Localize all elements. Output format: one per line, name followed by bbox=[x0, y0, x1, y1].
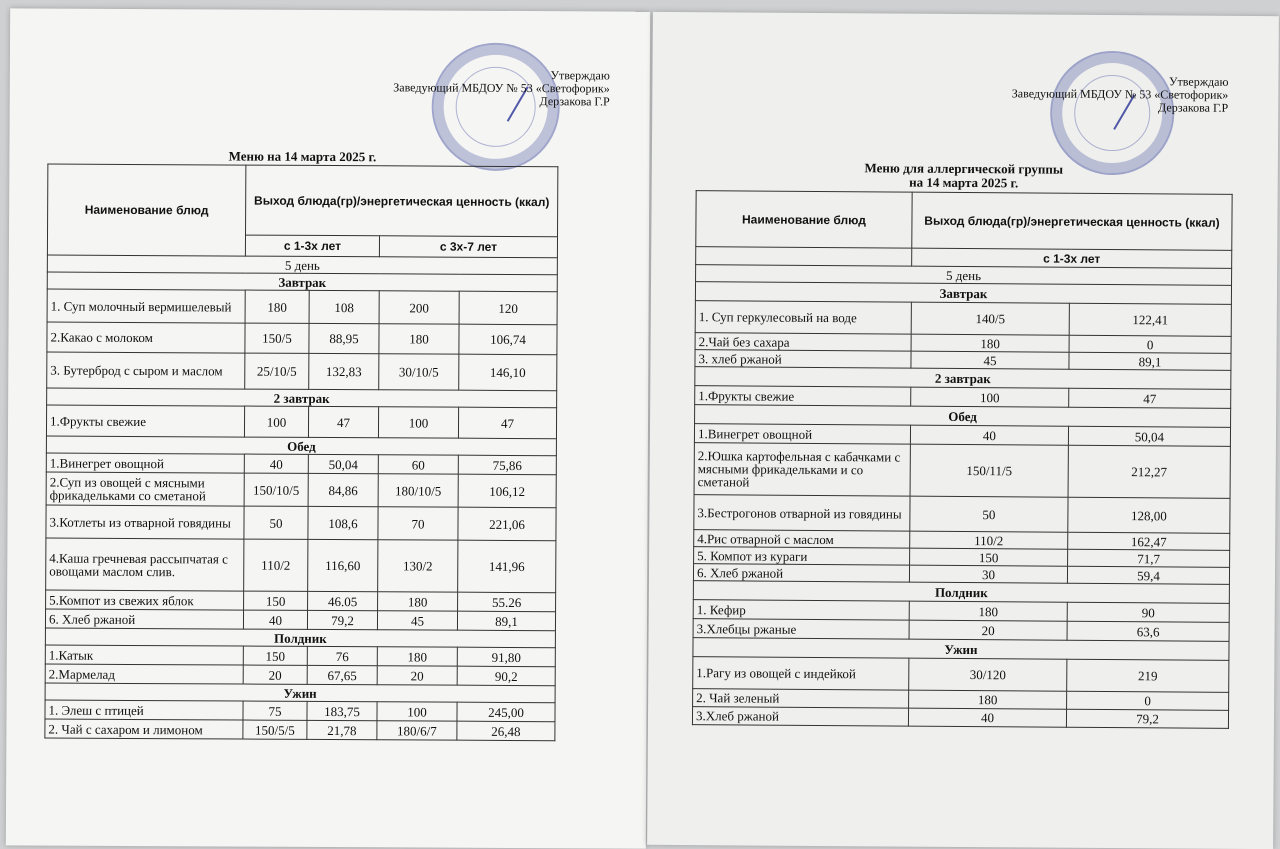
dish-value: 40 bbox=[910, 425, 1068, 445]
dish-value: 88,95 bbox=[309, 323, 379, 353]
dish-value: 116,60 bbox=[308, 539, 378, 591]
dish-value: 180 bbox=[377, 647, 457, 666]
dish-name: 3.Бестрогонов отварной из говядины bbox=[694, 495, 910, 532]
dish-name: 1. Суп геркулесовый на воде bbox=[695, 301, 911, 335]
dish-name: 1. Элеш с птицей bbox=[45, 700, 243, 720]
dish-value: 47 bbox=[308, 406, 378, 437]
dish-name: 4.Рис отварной с маслом bbox=[694, 530, 910, 549]
section-title: Завтрак bbox=[695, 282, 1231, 305]
dish-value: 110/2 bbox=[910, 531, 1068, 549]
dish-value: 150/11/5 bbox=[910, 444, 1068, 497]
dish-value: 40 bbox=[244, 454, 308, 473]
dish-value: 90 bbox=[1067, 602, 1229, 622]
dish-value: 100 bbox=[378, 407, 458, 438]
section-title: Ужин bbox=[693, 638, 1229, 661]
dish-value: 45 bbox=[377, 611, 457, 630]
dish-value: 50,04 bbox=[1068, 426, 1230, 446]
dish-name: 5.Компот из свежих яблок bbox=[46, 590, 244, 610]
dish-value: 63,6 bbox=[1067, 621, 1229, 641]
dish-value: 76 bbox=[307, 646, 377, 665]
dish-value: 67,65 bbox=[307, 665, 377, 684]
dish-value: 110/2 bbox=[244, 539, 308, 591]
dish-name: 1. Суп молочный вермишелевый bbox=[47, 289, 245, 323]
dish-value: 130/2 bbox=[378, 540, 458, 592]
dish-value: 106,12 bbox=[458, 474, 556, 508]
dish-name: 3.Котлеты из отварной говядины bbox=[46, 505, 244, 539]
dish-name: 1.Катык bbox=[45, 645, 243, 665]
header-dish-name: Наименование блюд bbox=[696, 191, 912, 249]
dish-value: 150/5 bbox=[245, 323, 309, 353]
dish-value: 50,04 bbox=[308, 454, 378, 473]
dish-value: 50 bbox=[910, 496, 1068, 532]
dish-value: 55.26 bbox=[458, 592, 556, 612]
table-row bbox=[694, 443, 1230, 499]
dish-value: 20 bbox=[377, 666, 457, 685]
dish-value: 120 bbox=[459, 291, 557, 325]
dish-value: 150 bbox=[910, 548, 1068, 566]
section-title: Завтрак bbox=[47, 272, 557, 292]
dish-name: 4.Каша гречневая рассыпчатая с овощами маслом слив. bbox=[46, 538, 244, 591]
header-output: Выход блюда(гр)/энергетическая ценность (ккал) bbox=[246, 165, 558, 237]
header-dish-name: Наименование блюд bbox=[47, 164, 245, 256]
dish-name: 2.Мармелад bbox=[45, 664, 243, 684]
dish-value: 150/5/5 bbox=[243, 720, 307, 739]
section-title: Обед bbox=[695, 405, 1231, 428]
dish-value: 132,83 bbox=[309, 353, 379, 389]
dish-value: 100 bbox=[911, 387, 1069, 407]
table-row bbox=[692, 707, 1228, 729]
dish-value: 75 bbox=[243, 701, 307, 720]
menu-table bbox=[692, 190, 1233, 729]
dish-value: 212,27 bbox=[1068, 445, 1230, 498]
dish-value: 91,80 bbox=[457, 647, 555, 667]
dish-name: 5. Компот из кураги bbox=[694, 547, 910, 566]
dish-value: 180 bbox=[911, 334, 1069, 352]
dish-value: 30/10/5 bbox=[379, 354, 459, 390]
dish-value: 0 bbox=[1067, 691, 1229, 710]
dish-name: 1. Кефир bbox=[693, 600, 909, 621]
dish-value: 106,74 bbox=[459, 324, 557, 355]
dish-value: 71,7 bbox=[1068, 549, 1230, 567]
dish-value: 40 bbox=[243, 610, 307, 629]
dish-value: 150 bbox=[243, 646, 307, 665]
dish-name: 1.Винегрет овощной bbox=[46, 453, 244, 473]
menu-title-line2: на 14 марта 2025 г. bbox=[909, 174, 1019, 191]
approval-signatory: Дерзакова Г.Р bbox=[539, 94, 610, 109]
approval-title: Утверждаю bbox=[550, 68, 610, 83]
dish-value: 122,41 bbox=[1069, 303, 1231, 336]
dish-name: 2. Чай с сахаром и лимоном bbox=[45, 719, 243, 739]
dish-value: 150 bbox=[244, 591, 308, 610]
dish-value: 79,2 bbox=[307, 610, 377, 629]
dish-value: 89,1 bbox=[457, 611, 555, 631]
dish-name: 6. Хлеб ржаной bbox=[45, 609, 243, 629]
dish-value: 100 bbox=[244, 406, 308, 437]
dish-value: 40 bbox=[908, 708, 1066, 727]
dish-name: 2.Юшка картофельная с кабачками с мясными фрикадельками и со сметаной bbox=[694, 443, 910, 497]
dish-value: 183,75 bbox=[307, 701, 377, 720]
dish-value: 50 bbox=[244, 506, 308, 539]
dish-name: 3.Хлеб ржаной bbox=[692, 707, 908, 727]
dish-value: 108 bbox=[309, 290, 379, 323]
dish-name: 2.Чай без сахара bbox=[695, 333, 911, 352]
dish-value: 30 bbox=[909, 565, 1067, 583]
table-row bbox=[47, 289, 557, 325]
dish-value: 219 bbox=[1067, 659, 1229, 692]
dish-value: 47 bbox=[458, 407, 556, 439]
dish-value: 108,6 bbox=[308, 506, 378, 539]
table-row bbox=[45, 719, 555, 741]
day-label: 5 день bbox=[696, 265, 1232, 286]
table-row bbox=[46, 405, 556, 439]
section-title: 2 завтрак bbox=[47, 388, 557, 408]
dish-value: 180 bbox=[909, 601, 1067, 621]
table-row bbox=[46, 538, 556, 593]
approval-title: Утверждаю bbox=[1169, 74, 1229, 89]
approval-signatory: Дерзакова Г.Р bbox=[1158, 100, 1229, 115]
dish-name: 2. Чай зеленый bbox=[693, 689, 909, 709]
dish-value: 180 bbox=[245, 290, 309, 323]
menu-table bbox=[44, 164, 558, 742]
dish-name: 2.Какао с молоком bbox=[47, 322, 245, 353]
dish-name: 1.Фрукты свежие bbox=[46, 405, 244, 437]
menu-title-line1: Меню для аллергической группы bbox=[864, 160, 1064, 177]
table-row bbox=[46, 472, 556, 508]
dish-value: 180 bbox=[909, 690, 1067, 709]
section-title: Обед bbox=[46, 436, 556, 456]
header-age-1-3: с 1-3х лет bbox=[912, 248, 1232, 268]
dish-value: 47 bbox=[1069, 388, 1231, 408]
dish-name: 3. Бутерброд с сыром и маслом bbox=[47, 352, 245, 389]
dish-name: 3. хлеб ржаной bbox=[695, 350, 911, 369]
menu-page-allergy bbox=[647, 12, 1279, 849]
approval-position: Заведующий МБДОУ № 53 «Светофорик» bbox=[1011, 86, 1229, 102]
dish-value: 200 bbox=[379, 291, 459, 324]
table-row bbox=[47, 322, 557, 355]
dish-name: 6. Хлеб ржаной bbox=[693, 564, 909, 583]
dish-value: 59,4 bbox=[1067, 566, 1229, 584]
dish-value: 245,00 bbox=[457, 702, 555, 722]
dish-value: 84,86 bbox=[308, 473, 378, 506]
dish-value: 162,47 bbox=[1068, 532, 1230, 550]
dish-value: 30/120 bbox=[909, 658, 1067, 691]
dish-name: 2.Суп из овощей с мясными фрикадельками со сметаной bbox=[46, 472, 244, 506]
dish-value: 140/5 bbox=[911, 302, 1069, 335]
menu-title: Меню на 14 марта 2025 г. bbox=[228, 148, 377, 165]
header-output: Выход блюда(гр)/энергетическая ценность (ккал) bbox=[912, 192, 1232, 250]
day-label: 5 день bbox=[47, 255, 557, 275]
dish-value: 20 bbox=[909, 620, 1067, 640]
dish-value: 221,06 bbox=[458, 507, 556, 541]
dish-value: 141,96 bbox=[458, 540, 556, 593]
section-title: Полдник bbox=[693, 581, 1229, 604]
dish-value: 90,2 bbox=[457, 666, 555, 686]
approval-block bbox=[1012, 74, 1229, 115]
dish-value: 128,00 bbox=[1068, 497, 1230, 533]
dish-value: 46.05 bbox=[308, 591, 378, 610]
dish-value: 45 bbox=[911, 351, 1069, 369]
header-age-1-3: с 1-3х лет bbox=[245, 235, 379, 257]
dish-value: 25/10/5 bbox=[245, 353, 309, 389]
dish-name: 1.Рагу из овощей с индейкой bbox=[693, 657, 909, 691]
dish-value: 180/10/5 bbox=[378, 474, 458, 507]
dish-name: 1.Фрукты свежие bbox=[695, 386, 911, 407]
section-title: 2 завтрак bbox=[695, 367, 1231, 390]
section-title: Полдник bbox=[45, 628, 555, 648]
approval-block bbox=[393, 68, 610, 108]
table-row bbox=[46, 505, 556, 541]
dish-value: 20 bbox=[243, 665, 307, 684]
dish-value: 79,2 bbox=[1066, 709, 1228, 728]
dish-value: 150/10/5 bbox=[244, 473, 308, 506]
table-row bbox=[47, 352, 557, 391]
header-age-3-7: с 3х-7 лет bbox=[379, 236, 557, 258]
dish-name: 3.Хлебцы ржаные bbox=[693, 619, 909, 640]
dish-value: 89,1 bbox=[1069, 352, 1231, 370]
dish-value: 146,10 bbox=[459, 354, 557, 391]
dish-value: 180 bbox=[378, 592, 458, 611]
dish-value: 75,86 bbox=[458, 455, 556, 475]
table-row bbox=[695, 301, 1231, 337]
dish-value: 70 bbox=[378, 507, 458, 540]
menu-title bbox=[696, 160, 1232, 192]
dish-value: 100 bbox=[377, 702, 457, 721]
dish-value: 26,48 bbox=[457, 721, 555, 741]
table-row bbox=[693, 657, 1229, 693]
dish-name: 1.Винегрет овощной bbox=[694, 424, 910, 445]
table-row bbox=[694, 495, 1230, 534]
dish-value: 0 bbox=[1069, 335, 1231, 353]
section-title: Ужин bbox=[45, 683, 555, 703]
dish-value: 180/6/7 bbox=[377, 721, 457, 740]
dish-value: 180 bbox=[379, 324, 459, 354]
dish-value: 60 bbox=[378, 455, 458, 474]
menu-page-general bbox=[6, 8, 650, 848]
dish-value: 21,78 bbox=[307, 720, 377, 739]
approval-position: Заведующий МБДОУ № 53 «Светофорик» bbox=[393, 80, 610, 96]
